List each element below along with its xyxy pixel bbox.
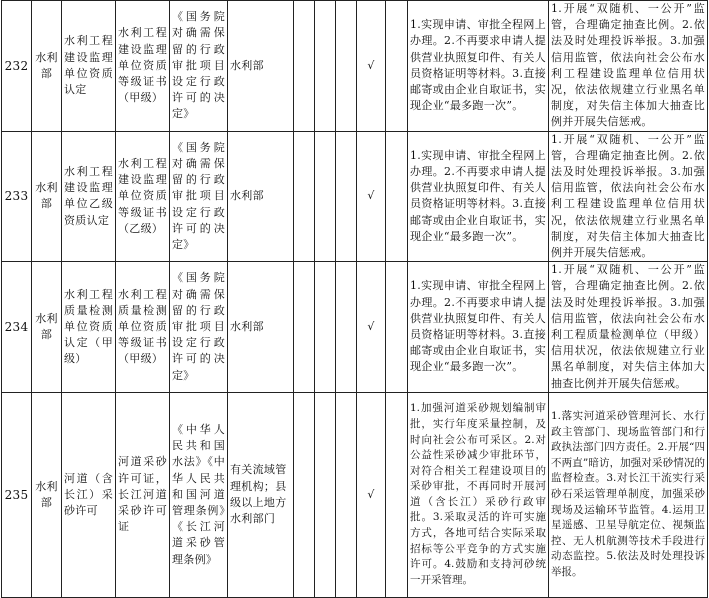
sub-item-cell: 水利工程建设监理单位资质等级证书（乙级）	[116, 131, 170, 262]
legal-basis-cell: 《国务院对确需保留的行政审批项目设定行政许可的决定》	[170, 1, 228, 132]
empty-cell	[315, 262, 336, 393]
empty-cell	[336, 262, 357, 393]
reform-measures-cell: 1.实现申请、审批全程网上办理。2.不再要求申请人提供营业执照复印件、有关人员资格证明等材料。3.直接邮寄或由企业自取证书，实现企业“最多跑一次”。	[408, 1, 549, 132]
supervision-measures-cell: 1.开展“双随机、一公开”监管，合理确定抽查比例。2.依法及时处理投诉举报。3.加强信用监管，依法向社会公布水利工程建设监理单位信用状况，依法依规建立行业黑名单制度，对失信主体加大抽查比例并开展失信惩戒。	[549, 131, 708, 262]
supervision-measures-cell: 1.开展“双随机、一公开”监管，合理确定抽查比例。2.依法及时处理投诉举报。3.加强信用监管，依法向社会公布水利工程质量检测单位（甲级）信用状况，依法依规建立行业黑名单制度，对失信主体加大抽查比例并开展失信惩戒。	[549, 262, 708, 393]
empty-cell	[386, 262, 408, 393]
empty-cell	[294, 392, 315, 597]
row-number: 234	[2, 262, 32, 393]
row-number: 235	[2, 392, 32, 597]
empty-cell	[294, 1, 315, 132]
supervision-measures-cell: 1.落实河道采砂管理河长、水行政主管部门、现场监管部门和行政执法部门四方责任。2.开展“四不两直”暗访，加强对采砂情况的监督检查。3.对长江干流实行采砂石采运管理单制度，加强采砂现场及运输环节监管。4.运用卫星遥感、卫星导航定位、视频监控、无人机航测等技术手段进行动态监控。5.依法及时处理投诉举报。	[549, 392, 708, 597]
department-cell: 水利部	[32, 1, 62, 132]
department-cell: 水利部	[32, 262, 62, 393]
approval-authority-cell: 有关流域管理机构；县级以上地方水利部门	[228, 392, 294, 597]
empty-cell	[315, 1, 336, 132]
supervision-measures-cell: 1.开展“双随机、一公开”监管，合理确定抽查比例。2.依法及时处理投诉举报。3.加强信用监管，依法向社会公布水利工程建设监理单位信用状况，依法依规建立行业黑名单制度，对失信主体加大抽查比例并开展失信惩戒。	[549, 1, 708, 132]
empty-cell	[336, 131, 357, 262]
checkmark-cell: √	[357, 392, 386, 597]
reform-measures-cell: 1.实现申请、审批全程网上办理。2.不再要求申请人提供营业执照复印件、有关人员资格证明等材料。3.直接邮寄或由企业自取证书，实现企业“最多跑一次”。	[408, 262, 549, 393]
row-number: 232	[2, 1, 32, 132]
legal-basis-cell: 《国务院对确需保留的行政审批项目设定行政许可的决定》	[170, 262, 228, 393]
reform-measures-cell: 1.加强河道采砂规划编制审批，实行年度采量控制，及时向社会公布可采区。2.对公益性采砂减少审批环节，对符合相关工程建设项目的采砂审批，不再同时开展河道（含长江）采砂行政审批。3.采取灵活的许可实施方式，各地可结合实际采取招标等公平竞争的方式实施许可。4.鼓励和支持河砂统一开采管理。	[408, 392, 549, 597]
legal-basis-cell: 《国务院对确需保留的行政审批项目设定行政许可的决定》	[170, 131, 228, 262]
department-cell: 水利部	[32, 392, 62, 597]
sub-item-cell: 河道采砂许可证，长江河道采砂许可证	[116, 392, 170, 597]
department-cell: 水利部	[32, 131, 62, 262]
empty-cell	[386, 1, 408, 132]
item-name-cell: 水利工程建设监理单位资质认定	[62, 1, 116, 132]
checkmark-cell: √	[357, 262, 386, 393]
checkmark-cell: √	[357, 131, 386, 262]
checkmark-cell: √	[357, 1, 386, 132]
sub-item-cell: 水利工程质量检测单位资质等级证书（甲级）	[116, 262, 170, 393]
table-row	[2, 1, 708, 132]
empty-cell	[386, 392, 408, 597]
licensing-table	[1, 0, 708, 598]
empty-cell	[294, 262, 315, 393]
item-name-cell: 水利工程建设监理单位乙级资质认定	[62, 131, 116, 262]
empty-cell	[386, 131, 408, 262]
approval-authority-cell: 水利部	[228, 1, 294, 132]
empty-cell	[336, 392, 357, 597]
empty-cell	[315, 392, 336, 597]
item-name-cell: 河道（含长江）采砂许可	[62, 392, 116, 597]
item-name-cell: 水利工程质量检测单位资质认定（甲级）	[62, 262, 116, 393]
empty-cell	[294, 131, 315, 262]
table-row	[2, 131, 708, 262]
empty-cell	[315, 131, 336, 262]
approval-authority-cell: 水利部	[228, 131, 294, 262]
reform-measures-cell: 1.实现申请、审批全程网上办理。2.不再要求申请人提供营业执照复印件、有关人员资格证明等材料。3.直接邮寄或由企业自取证书，实现企业“最多跑一次”。	[408, 131, 549, 262]
legal-basis-cell: 《中华人民共和国水法》《中华人民共和国河道管理条例》《长江河道采砂管理条例》	[170, 392, 228, 597]
row-number: 233	[2, 131, 32, 262]
table-row	[2, 392, 708, 597]
sub-item-cell: 水利工程建设监理单位资质等级证书（甲级）	[116, 1, 170, 132]
empty-cell	[336, 1, 357, 132]
table-row	[2, 262, 708, 393]
approval-authority-cell: 水利部	[228, 262, 294, 393]
